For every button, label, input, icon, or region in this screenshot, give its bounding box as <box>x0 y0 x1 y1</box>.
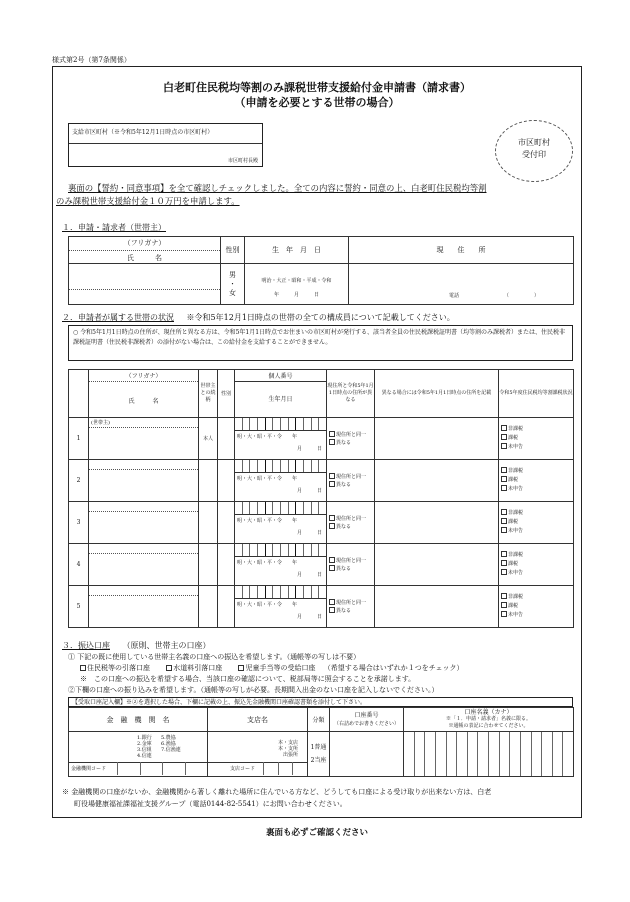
relation-field[interactable] <box>199 502 218 544</box>
household-table <box>68 369 574 418</box>
phone-label: 電話 <box>449 293 460 299</box>
applicant-name-field[interactable] <box>69 264 221 305</box>
tax-checkbox[interactable] <box>501 560 507 566</box>
member-era[interactable]: 明・大・昭・平・令 年 <box>237 476 298 482</box>
self-relation: 本人 <box>202 436 213 442</box>
tax-checkbox[interactable] <box>501 443 507 449</box>
municipality-label: 支給市区町村（※令和5年12月1日時点の市区町村） <box>72 129 214 136</box>
section2-notice: ○ 令和5年1月1日時点の住所が、現住所と異なる方は、令和5年1月1日時点でお住まいの市区町村が発行する、該当者全員の住民税課税証明書（均等割のみ課税者）または、住民税非課税証明書（住民税非課税者）の添付がない場合は、この給付金を支給することができません。 <box>68 325 573 361</box>
tax-option: 未申告 <box>508 444 524 450</box>
diff-option: 異なる <box>336 607 352 614</box>
tax-option: 非課税 <box>508 594 524 600</box>
bank-name-field[interactable] <box>69 732 208 777</box>
section2-heading: ２．申請者が属する世帯の状況 <box>62 313 174 322</box>
mynumber-birth-field[interactable] <box>235 460 327 502</box>
relation-field[interactable] <box>199 460 218 502</box>
tax-option: 非課税 <box>508 468 524 474</box>
same-checkbox[interactable] <box>329 599 335 605</box>
household-row <box>69 586 574 628</box>
tax-checkbox[interactable] <box>501 518 507 524</box>
tax-option: 未申告 <box>508 528 524 534</box>
member-md: 月 日 <box>296 488 322 494</box>
member-name-field[interactable] <box>89 418 199 460</box>
applicant-table <box>68 236 574 305</box>
tax-status-field[interactable] <box>499 418 574 460</box>
mynumber-boxes[interactable] <box>235 502 326 515</box>
form-number: 様式第2号（第7条関係） <box>52 56 131 64</box>
male-option[interactable]: 男 <box>229 270 236 279</box>
bank-code-label: 金融機関コード <box>71 766 107 772</box>
relation-header: 世帯主との続柄 <box>199 370 218 418</box>
gender-separator: ・ <box>229 279 236 288</box>
account-table <box>68 707 574 777</box>
diff-checkbox[interactable] <box>329 523 335 529</box>
tax-option: 課税 <box>508 603 519 609</box>
tax-status-field[interactable] <box>499 502 574 544</box>
bank-kind-6[interactable]: 6.漁協 <box>161 741 176 747</box>
opt1c-label: 児童手当等の受給口座 <box>245 664 316 672</box>
member-era[interactable]: 明・大・昭・平・令 年 <box>237 434 298 440</box>
mynumber-birth-field[interactable] <box>235 502 327 544</box>
tax-option: 課税 <box>508 561 519 567</box>
row-number: 1 <box>69 418 89 460</box>
member-era[interactable]: 明・大・昭・平・令 年 <box>237 560 298 566</box>
mynumber-boxes[interactable] <box>235 544 326 557</box>
member-name-field[interactable] <box>89 460 199 502</box>
opt1a-label: 住民税等の引落口座 <box>87 664 150 672</box>
phone-field[interactable]: （ ） <box>504 293 540 299</box>
same-address-header: 現住所と令和5年1月1日時点の住所が異なる <box>327 370 375 418</box>
member-gender-header: 性別 <box>218 370 235 418</box>
holder-note2: ※通帳の表記に合わせてください。 <box>448 723 529 729</box>
same-option: 現住所と同一 <box>336 557 367 564</box>
household-rows <box>68 417 573 628</box>
member-gender-field[interactable] <box>218 418 235 460</box>
old-address-header: 異なる場合には令和5年1月1日時点の住所を記載 <box>375 370 499 418</box>
branch-kinds <box>278 740 298 758</box>
member-gender-field[interactable] <box>218 502 235 544</box>
opt1b-checkbox[interactable] <box>166 665 172 671</box>
branch-kind-2[interactable]: 本・支所 <box>278 746 299 752</box>
tax-status-field[interactable] <box>499 586 574 628</box>
address-header: 現 住 所 <box>349 237 574 264</box>
reception-stamp <box>495 120 573 182</box>
bank-option1-note: ※ この口座への振込を希望する場合、当該口座の確認について、税部局等に照会することを承諾します。 <box>80 675 416 683</box>
row-number: 2 <box>69 460 89 502</box>
account-number-note: （右詰めでお書きください） <box>333 720 399 727</box>
branch-code-boxes[interactable] <box>263 762 307 775</box>
old-address-field[interactable] <box>375 586 499 628</box>
holder-note1: ※「１．申請・請求者」名義に限る。 <box>445 716 531 722</box>
same-address-field[interactable] <box>327 460 375 502</box>
holder-header <box>404 708 574 732</box>
mynumber-birth-field[interactable] <box>235 418 327 460</box>
same-option: 現住所と同一 <box>336 599 367 606</box>
member-name-header <box>89 370 199 418</box>
relation-field[interactable] <box>199 418 218 460</box>
same-address-field[interactable] <box>327 418 375 460</box>
tax-option: 課税 <box>508 435 519 441</box>
member-md: 月 日 <box>296 572 322 578</box>
tax-option: 課税 <box>508 519 519 525</box>
diff-checkbox[interactable] <box>329 439 335 445</box>
household-row <box>69 460 574 502</box>
tax-option: 課税 <box>508 477 519 483</box>
member-md: 月 日 <box>296 446 322 452</box>
tax-option: 未申告 <box>508 486 524 492</box>
era-options[interactable]: 明治・大正・昭和・平成・令和 <box>261 277 332 284</box>
branch-name-header: 支店名 <box>208 708 308 732</box>
ymd-label: 年 月 日 <box>273 291 319 298</box>
address-field[interactable] <box>349 264 574 305</box>
opt1c-checkbox[interactable] <box>238 665 244 671</box>
old-address-field[interactable] <box>375 544 499 586</box>
opt1a-checkbox[interactable] <box>80 665 86 671</box>
member-md: 月 日 <box>296 614 322 620</box>
female-option[interactable]: 女 <box>229 288 236 297</box>
same-checkbox[interactable] <box>329 515 335 521</box>
old-address-field[interactable] <box>375 460 499 502</box>
stamp-line1: 市区町村 <box>518 138 550 147</box>
holder-label: 口座名義（カナ） <box>464 709 513 716</box>
member-gender-field[interactable] <box>218 544 235 586</box>
same-option: 現住所と同一 <box>336 473 367 480</box>
same-option: 現住所と同一 <box>336 515 367 522</box>
gender-header: 性別 <box>221 237 245 264</box>
mayor-label: 市区町村長殿 <box>227 158 258 164</box>
same-address-field[interactable] <box>327 502 375 544</box>
tax-checkbox[interactable] <box>501 593 507 599</box>
opt1c-note: （希望する場合はいずれか１つをチェック） <box>323 664 464 672</box>
member-name-field[interactable] <box>89 502 199 544</box>
tax-checkbox[interactable] <box>501 509 507 515</box>
self-label: (世帯主) <box>91 420 110 426</box>
member-furigana-label: （フリガナ） <box>89 370 198 382</box>
same-checkbox[interactable] <box>329 557 335 563</box>
gender-field[interactable] <box>221 264 245 305</box>
mynumber-boxes[interactable] <box>235 586 326 599</box>
name-label: 氏 名 <box>127 253 162 262</box>
household-row <box>69 418 574 460</box>
tax-option: 未申告 <box>508 612 524 618</box>
branch-name-field[interactable] <box>208 732 308 777</box>
row-number-header <box>69 370 89 418</box>
bank-kind-5[interactable]: 5.農協 <box>161 735 176 741</box>
tax-checkbox[interactable] <box>501 611 507 617</box>
member-name-label: 氏 名 <box>128 398 159 405</box>
relation-field[interactable] <box>199 544 218 586</box>
footer-note2: 町役場健康福祉課福祉支援グループ（電話0144-82-5541）にお問い合わせください。 <box>74 800 347 808</box>
tax-option: 非課税 <box>508 510 524 516</box>
old-address-field[interactable] <box>375 502 499 544</box>
furigana-label: （フリガナ） <box>69 238 220 251</box>
section2-note: ※令和5年12月1日時点の世帯の全ての構成員について記載してください。 <box>186 313 455 322</box>
tax-checkbox[interactable] <box>501 425 507 431</box>
type-field[interactable] <box>308 732 330 777</box>
diff-checkbox[interactable] <box>329 565 335 571</box>
section3-heading-row <box>62 640 211 651</box>
mynumber-birth-header <box>235 370 327 418</box>
branch-kind-1[interactable]: 本・支店 <box>278 740 299 746</box>
account-entry-bar: 【受取口座記入欄】※②を選択した場合、下欄に記載の上、振込先金融機関口座確認書類を添付して下さい。 <box>68 697 573 707</box>
member-name-field[interactable] <box>89 544 199 586</box>
member-era[interactable]: 明・大・昭・平・令 年 <box>237 602 298 608</box>
bank-kinds-col1 <box>137 735 152 759</box>
relation-field[interactable] <box>199 586 218 628</box>
account-number-header <box>330 708 404 732</box>
tax-checkbox[interactable] <box>501 527 507 533</box>
same-option: 現住所と同一 <box>336 431 367 438</box>
section1-heading: １．申請・請求者（世帯主） <box>62 223 166 232</box>
member-birth-label: 生年月日 <box>268 396 293 403</box>
row-number: 3 <box>69 502 89 544</box>
branch-code-label: 支店コード <box>230 766 256 772</box>
bank-kind-1[interactable]: 1.銀行 <box>137 735 152 741</box>
form-subtitle: （申請を必要とする世帯の場合） <box>234 96 400 109</box>
stamp-line2: 受付印 <box>522 150 546 159</box>
tax-checkbox[interactable] <box>501 602 507 608</box>
mynumber-label: 個人番号 <box>235 370 326 382</box>
bank-kind-3[interactable]: 3.信組 <box>137 747 152 753</box>
municipality-box[interactable] <box>68 123 263 167</box>
tax-option: 非課税 <box>508 552 524 558</box>
diff-checkbox[interactable] <box>329 481 335 487</box>
type-header: 分類 <box>308 708 330 732</box>
mynumber-birth-field[interactable] <box>235 586 327 628</box>
tax-status-field[interactable] <box>499 544 574 586</box>
bank-kind-7[interactable]: 7.信漁連 <box>161 747 181 753</box>
same-address-field[interactable] <box>327 544 375 586</box>
pledge-line1: 裏面の【誓約・同意事項】を全て確認しチェックしました。全ての内容に誓約・同意の上、白老町住民税均等割 <box>68 183 487 193</box>
type-ordinary[interactable]: 1普通 <box>310 744 327 751</box>
birth-header: 生 年 月 日 <box>245 237 349 264</box>
account-number-field[interactable] <box>330 732 404 777</box>
same-checkbox[interactable] <box>329 431 335 437</box>
tax-checkbox[interactable] <box>501 476 507 482</box>
applicant-name-header <box>69 237 221 264</box>
bank-option1-choices <box>80 663 464 673</box>
old-address-field[interactable] <box>375 418 499 460</box>
member-md: 月 日 <box>296 530 322 536</box>
member-era[interactable]: 明・大・昭・平・令 年 <box>237 518 298 524</box>
tax-checkbox[interactable] <box>501 569 507 575</box>
bottom-note: 裏面も必ずご確認ください <box>265 828 368 838</box>
tax-checkbox[interactable] <box>501 434 507 440</box>
section2-heading-row <box>62 312 455 323</box>
tax-status-header: 令和5年度住民税均等割課税状況 <box>499 370 574 418</box>
member-gender-field[interactable] <box>218 460 235 502</box>
opt1b-label: 水道料引落口座 <box>173 664 223 672</box>
mynumber-boxes[interactable] <box>235 460 326 473</box>
bank-kind-2[interactable]: 2.金庫 <box>137 741 152 747</box>
diff-option: 異なる <box>336 439 352 446</box>
member-name-field[interactable] <box>89 586 199 628</box>
mynumber-boxes[interactable] <box>235 418 326 431</box>
bank-option2[interactable]: ②下欄の口座への振り込みを希望します。（通帳等の写しが必要。長期間入出金のない口座を記入しないでください。） <box>68 686 439 694</box>
mynumber-birth-field[interactable] <box>235 544 327 586</box>
member-gender-field[interactable] <box>218 586 235 628</box>
tax-checkbox[interactable] <box>501 467 507 473</box>
bank-code-boxes[interactable] <box>117 762 207 775</box>
diff-checkbox[interactable] <box>329 607 335 613</box>
bank-kinds-col2 <box>161 735 181 753</box>
tax-checkbox[interactable] <box>501 485 507 491</box>
diff-option: 異なる <box>336 481 352 488</box>
row-number: 5 <box>69 586 89 628</box>
bank-name-header: 金 融 機 関 名 <box>69 708 208 732</box>
section3-note: （原則、世帯主の口座） <box>122 641 211 650</box>
same-address-field[interactable] <box>327 586 375 628</box>
account-number-label: 口座番号 <box>354 711 379 719</box>
footer-note1: ※ 金融機関の口座がないか、金融機関から著しく離れた場所に住んでいる方など、どうしても口座による受け取りが出来ない方は、白老 <box>62 788 492 796</box>
row-number: 4 <box>69 544 89 586</box>
section3-heading: ３．振込口座 <box>62 641 110 650</box>
bank-option1[interactable]: ① 下記の既に使用している世帯主名義の口座への振込を希望します。（通帳等の写しは不要） <box>68 653 361 661</box>
household-row <box>69 544 574 586</box>
holder-field[interactable] <box>404 732 574 777</box>
tax-option: 未申告 <box>508 570 524 576</box>
tax-checkbox[interactable] <box>501 551 507 557</box>
tax-status-field[interactable] <box>499 460 574 502</box>
household-row <box>69 502 574 544</box>
diff-option: 異なる <box>336 523 352 530</box>
tax-option: 非課税 <box>508 426 524 432</box>
birth-field[interactable] <box>245 264 349 305</box>
same-checkbox[interactable] <box>329 473 335 479</box>
form-title: 白老町住民税均等割のみ課税世帯支援給付金申請書（請求書） <box>163 81 471 94</box>
pledge-line2: のみ課税世帯支援給付金１０万円を申請します。 <box>56 196 240 206</box>
diff-option: 異なる <box>336 565 352 572</box>
bank-kind-4[interactable]: 4.信連 <box>137 753 152 759</box>
branch-kind-3[interactable]: 出張所 <box>283 752 299 758</box>
type-checking[interactable]: 2当座 <box>310 757 327 764</box>
